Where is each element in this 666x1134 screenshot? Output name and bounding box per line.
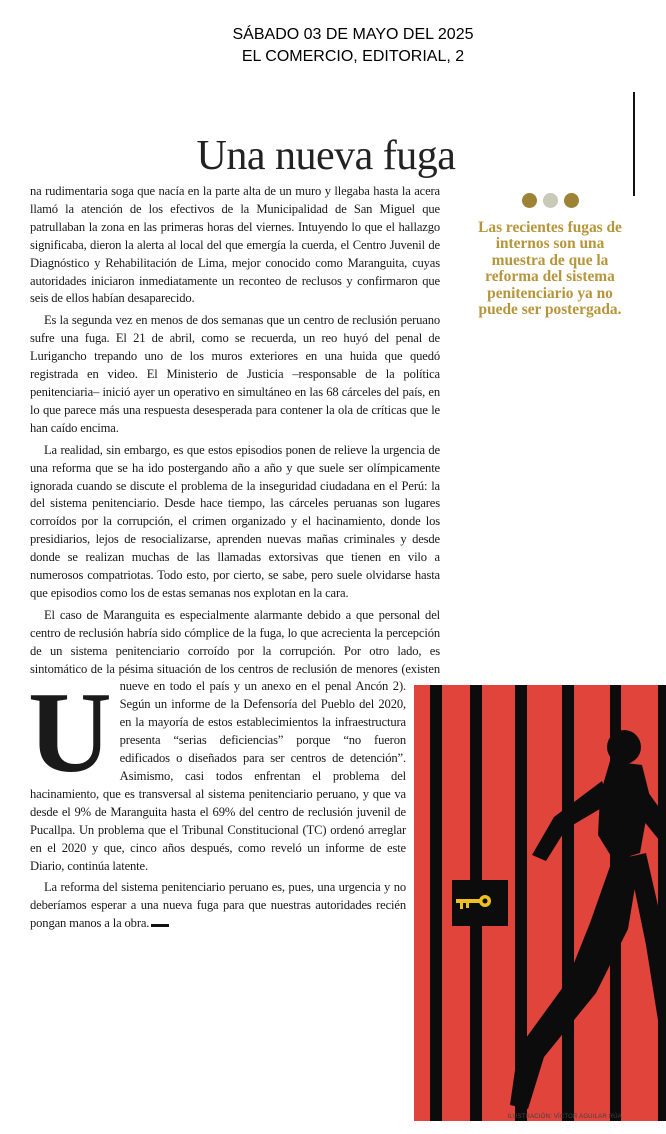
pull-quote-sidebar [470, 193, 630, 318]
headline: Una nueva fuga [196, 133, 456, 180]
prison-escape-illustration [414, 685, 666, 1121]
drop-cap: U [28, 669, 112, 797]
end-mark-icon [151, 924, 169, 927]
paragraph: La realidad, sin embargo, es que estos episodios ponen de relieve la urgencia de una reforma que se ha ido postergando año a año y que suele ser olímpicamente ignorada cuando se discute el problema de la inseguridad ciudadana en el Perú: la del sistema penitenciario. Desde hace tiempo, las cárceles peruanas son lugares corroídos por la corrupción, el crimen organizado y el hacinamiento, donde los presidiarios, lejos de resocializarse, aprenden nuevas mañas criminales y desde donde se realizan muchas de las llamadas extorsivas que tienen en vilo a numerosos compatriotas. Todo esto, por cierto, se sabe, pero suele olvidarse hasta que episodios como los de estas semanas nos explotan en la cara. [30, 442, 440, 600]
dot-icon [522, 193, 537, 208]
page-header [0, 24, 666, 68]
column-rule [633, 92, 635, 196]
publication-source: EL COMERCIO, EDITORIAL, 2 [241, 48, 465, 65]
paragraph: Es la segunda vez en menos de dos semanas que un centro de reclusión peruano sufre una fuga. El 21 de abril, como se recuerda, un reo huyó del penal de Lurigancho trepando uno de los muros exteriores en una huida que quedó registrada en video. El Ministerio de Justicia –responsable de la política penitenciaria– inició ayer un operativo en simultáneo en las 68 cárceles del país, en lo que parece más una respuesta desesperada para contener la ola de críticas que le han caído encima. [30, 313, 440, 435]
paragraph [30, 879, 440, 933]
dot-icon [564, 193, 579, 208]
illustration-credit: ILUSTRACIÓN: VÍCTOR AGUILAR RÚA [507, 1114, 622, 1120]
publication-date: SÁBADO 03 DE MAYO DEL 2025 [232, 26, 474, 43]
paragraph: El caso de Maranguita es especialmente alarmante debido a que personal del centro de reclusión habría sido cómplice de la fuga, lo que acrecienta la percepción de un sistema penitenciario corroído por la corrupción. Por otro lado, es sintomático de la pésima situación de los centros de reclusión de menores (existen nueve en todo el país y un anexo en el penal Ancón 2). Según un informe de la Defensoría del Pueblo del 2020, en la mayoría de estos establecimientos la infraestructura presenta “serias deficiencias” porque “no fueron edificados o diseñados para ser centros de detención”. Asimismo, casi todos enfrentan el problema del hacinamiento, que es transversal al sistema penitenciario peruano, y que va desde el 9% de Maranguita hasta el 69% del centro de reclusión juvenil de Pucallpa. Un problema que el Tribunal Constitucional (TC) ordenó arreglar en el 2020 y que, cinco años después, como reveló un informe de este Diario, continúa latente. [30, 607, 440, 873]
dot-icon [543, 193, 558, 208]
closing-paragraph-text: La reforma del sistema penitenciario peruano es, pues, una urgencia y no deberíamos esperar a una nueva fuga para que nuestras autoridades recién pongan manos a la obra. [30, 880, 406, 931]
editorial-body [30, 183, 440, 1121]
paragraph: U na rudimentaria soga que nacía en la parte alta de un muro y llegaba hasta la acera llamó la atención de los efectivos de la Municipalidad de San Miguel que patrullaban la zona en las primeras horas del viernes. Intuyendo lo que el hallazgo significaba, dieron la alerta al local del que emergía la cuerda, el Centro Juvenil de Diagnóstico y Rehabilitación de Lima, mejor conocido como Maranguita, cuyas autoridades iniciaron inmediatamente un reconteo de reclusos y confirmaron que seis de ellos habían desaparecido. [28, 184, 440, 797]
pull-quote: Las recientes fugas de internos son una muestra de que la reforma del sistema penitenciario ya no puede ser postergada. [478, 219, 622, 319]
decorative-dots [470, 193, 630, 208]
